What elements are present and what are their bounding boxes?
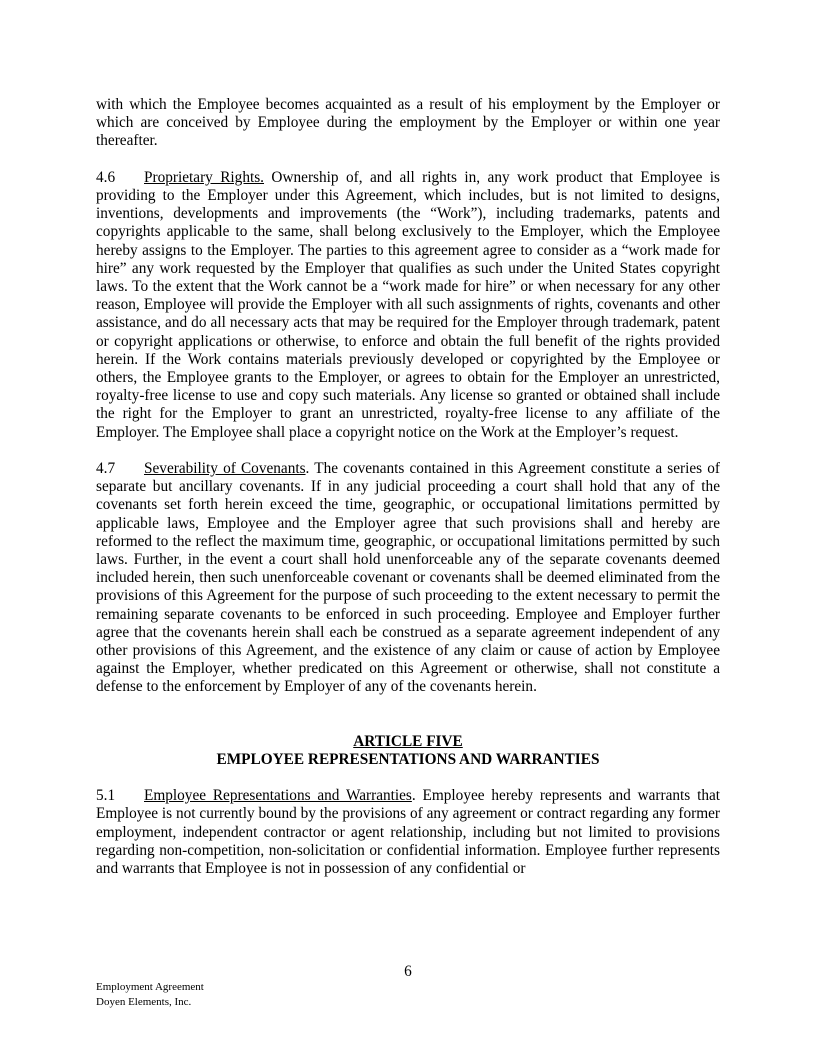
article-title: EMPLOYEE REPRESENTATIONS AND WARRANTIES xyxy=(216,750,600,768)
footer xyxy=(96,980,204,1010)
section-4-6 xyxy=(96,169,720,442)
section-number: 4.7 xyxy=(96,460,116,478)
section-body: . The covenants contained in this Agreement constitute a series of separate but ancillary covenants. If in any judicial proceeding a court shall hold that any of the covenants set forth herein exceed the time, geographic, or occupational limitations permitted by applicable laws, Employee and the Employer agree that such provisions shall and hereby are reformed to the reflect the maximum time, geographic, or occupational limitations permitted by such laws. Further, in the event a court shall hold unenforceable any of the separate covenants deemed included herein, then such unenforceable covenant or covenants shall be deemed eliminated from the provisions of this Agreement for the purpose of such proceeding to the extent necessary to permit the remaining separate covenants to be enforced in such proceeding. Employee and Employer further agree that the covenants herein shall each be construed as a separate agreement independent of any other provisions of this Agreement, and the existence of any claim or cause of action by Employee against the Employer, whether predicated on this Agreement or otherwise, shall not constitute a defense to the enforcement by Employer of any of the covenants herein. xyxy=(96,460,720,696)
section-heading: Proprietary Rights. xyxy=(144,168,265,186)
section-number: 4.6 xyxy=(96,168,116,186)
section-heading: Employee Representations and Warranties xyxy=(144,787,412,805)
document-body xyxy=(96,96,720,896)
footer-company-name: Doyen Elements, Inc. xyxy=(96,996,192,1008)
article-label-text: ARTICLE FIVE xyxy=(353,732,463,750)
section-body: Ownership of, and all rights in, any work product that Employee is providing to the Employer under this Agreement, which includes, but is not limited to designs, inventions, developments and improvements (the “Work”), including trademarks, patents and copyrights applicable to the same, shall belong exclusively to the Employer, which the Employee hereby assigns to the Employer. The parties to this agreement agree to consider as a “work made for hire” any work requested by the Employer that qualifies as such under the United States copyright laws. To the extent that the Work cannot be a “work made for hire” or when necessary for any other reason, Employee will provide the Employer with all such assignments of rights, covenants and other assistance, and do all necessary acts that may be required for the Employer through trademark, patent or copyright applications or otherwise, to enforce and obtain the full benefit of the rights provided herein. If the Work contains materials previously developed or copyrighted by the Employee or others, the Employee grants to the Employer, or agrees to obtain for the Employer an unrestricted, royalty-free license to use and copy such materials. Any license so granted or obtained shall include the right for the Employer to grant an unrestricted, royalty-free license to any affiliate of the Employer. The Employee shall place a copyright notice on the Work at the Employer’s request. xyxy=(96,168,721,441)
section-body: . Employee hereby represents and warrants that Employee is not currently bound by the provisions of any agreement or contract regarding any former employment, independent contractor or agent relationship, including but not limited to provisions regarding non-competition, non-solicitation or confidential information. Employee further represents and warrants that Employee is not in possession of any confidential or xyxy=(96,787,721,878)
footer-document-title: Employment Agreement xyxy=(96,981,204,993)
section-5-1 xyxy=(96,787,720,878)
article-heading xyxy=(96,733,720,769)
section-number: 5.1 xyxy=(96,787,116,805)
section-heading: Severability of Covenants xyxy=(144,460,306,478)
section-4-7 xyxy=(96,460,720,697)
page-number: 6 xyxy=(404,963,412,980)
article-label xyxy=(96,733,720,751)
continuation-paragraph: with which the Employee becomes acquainted as a result of his employment by the Employer or which are conceived by Employee during the employment by the Employer or within one year thereafter. xyxy=(96,96,720,150)
